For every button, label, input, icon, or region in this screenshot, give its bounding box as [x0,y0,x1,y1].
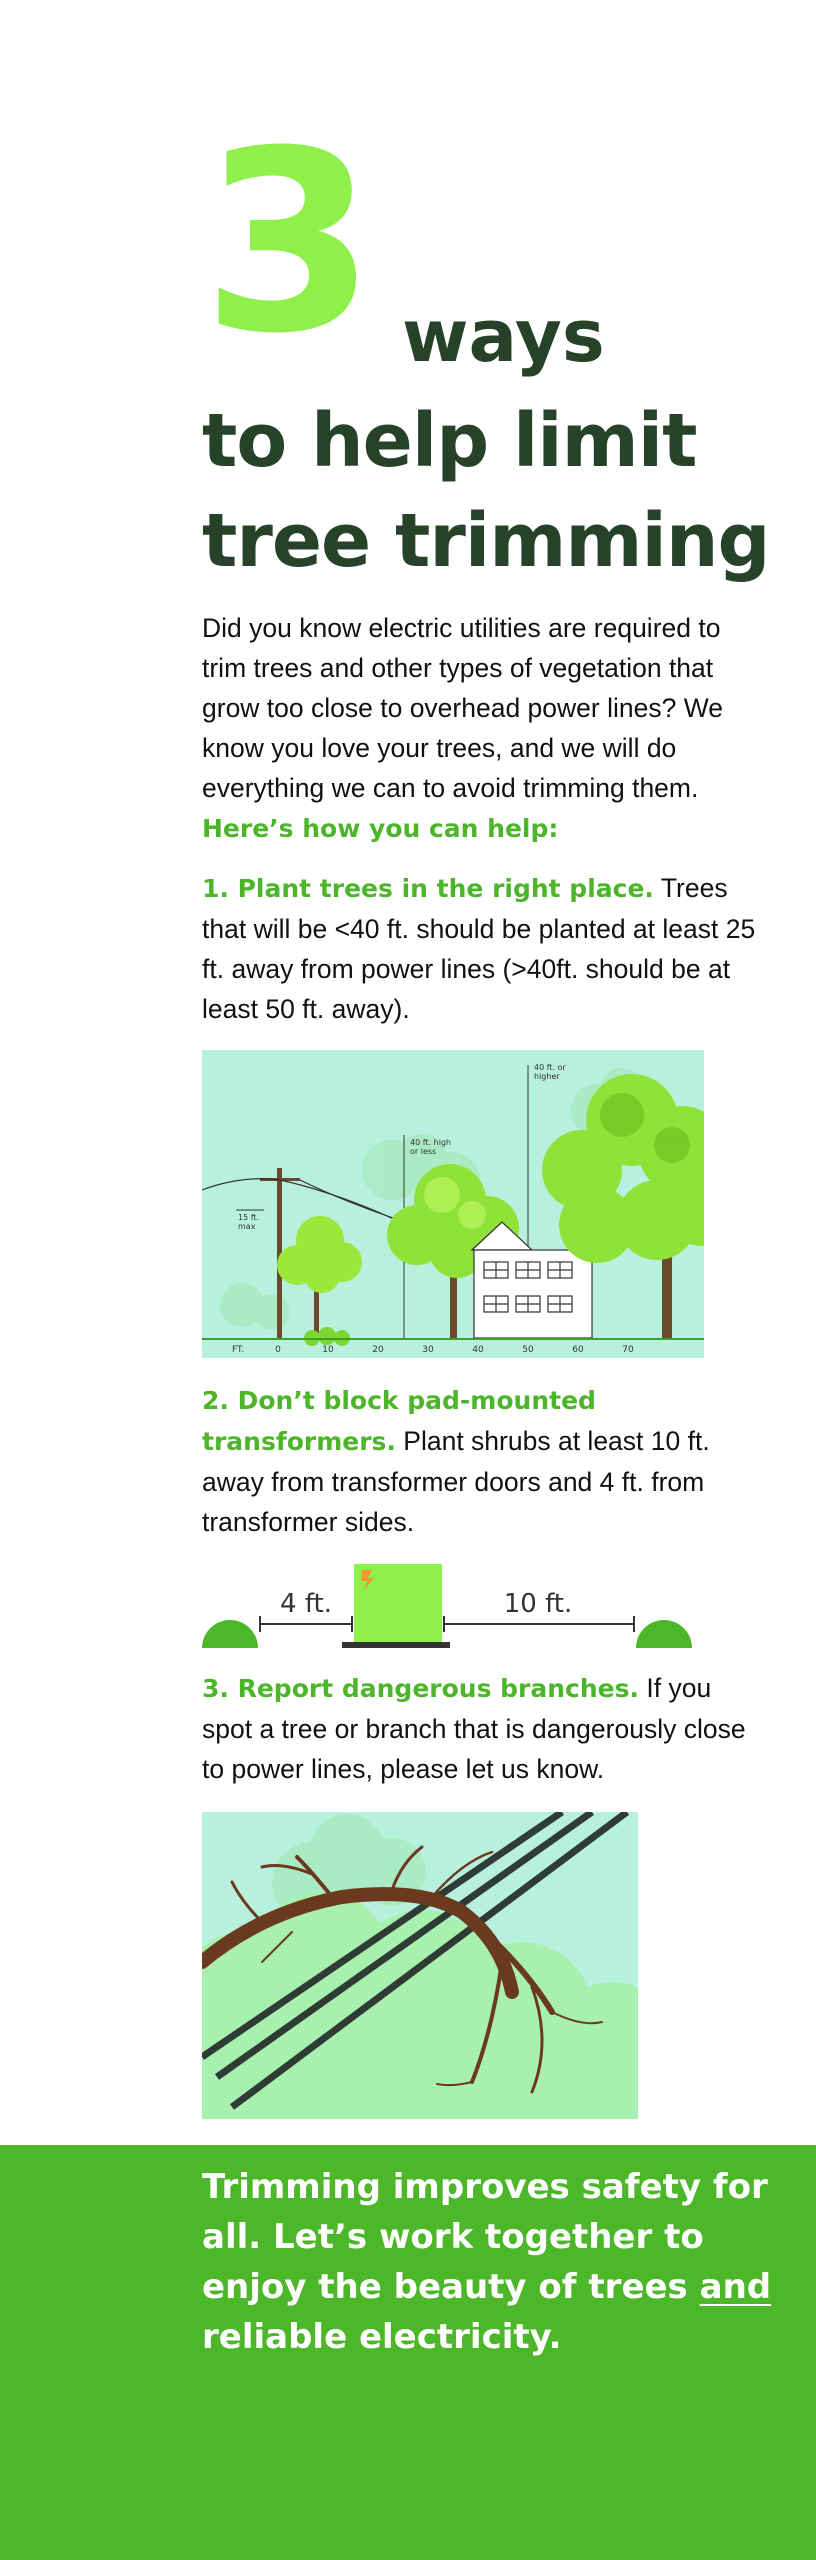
footer-message [202,2162,782,2362]
distance-10ft: 10 ft. [503,1589,573,1619]
axis-tick-0: 0 [275,1345,281,1355]
step-1-title: 1. Plant trees in the right place. [202,874,654,903]
footer-text-start: Trimming improves safety for all. Let’s work together to enjoy the beauty of trees [202,2167,768,2307]
intro-highlight: Here’s how you can help: [202,814,559,843]
shrub-right [636,1620,692,1648]
step-1-body: Trees that will be <40 ft. should be planted at least 25 ft. away from power lines (>40ft. should be at least 50 ft. away). [202,873,756,1024]
dangerous-branch-illustration [202,1812,638,2119]
step-1-paragraph [202,868,762,1029]
step-2-paragraph [202,1380,762,1542]
step-3-paragraph [202,1668,762,1789]
footer-text-end: reliable electricity. [202,2317,562,2357]
intro-text: Did you know electric utilities are required to trim trees and other types of vegetation that grow too close to overhead power lines? We know you love your trees, and we will do everything we can to avoid trimming them. [202,613,723,803]
step-2-body: Plant shrubs at least 10 ft. away from transformer doors and 4 ft. from transformer sides. [202,1426,710,1537]
transformer-clearance-illustration [202,1560,692,1650]
label-40ft-less-2: or less [410,1147,437,1156]
axis-unit: FT. [232,1345,245,1355]
step-3-title: 3. Report dangerous branches. [202,1674,639,1703]
axis-tick-10: 10 [322,1345,334,1355]
label-15ft-2: max [238,1222,256,1231]
distance-4ft: 4 ft. [280,1589,332,1619]
hero-number: 3 [202,97,370,388]
hero-title-line-2: tree trimming [202,498,770,584]
footer-underlined-word: and [699,2267,772,2307]
axis-tick-30: 30 [422,1345,434,1355]
axis-tick-40: 40 [472,1345,484,1355]
axis-tick-60: 60 [572,1345,584,1355]
axis-tick-70: 70 [622,1345,634,1355]
tree-planting-distance-illustration [202,1050,704,1358]
shrub-left [202,1620,258,1648]
label-40ft-higher-2: higher [534,1072,560,1081]
step-2-title: 2. Don’t block pad-mounted transformers. [202,1386,596,1456]
label-40ft-less-1: 40 ft. high [410,1138,452,1147]
axis-tick-50: 50 [522,1345,534,1355]
label-40ft-higher-1: 40 ft. or [534,1063,566,1072]
axis-tick-20: 20 [372,1345,384,1355]
hero-ways-word: ways [402,294,605,378]
intro-paragraph [202,608,762,849]
label-15ft-1: 15 ft. [238,1213,260,1222]
hero-title-line-1: to help limit [202,398,697,484]
step-3-body: If you spot a tree or branch that is dangerously close to power lines, please let us know. [202,1673,746,1784]
